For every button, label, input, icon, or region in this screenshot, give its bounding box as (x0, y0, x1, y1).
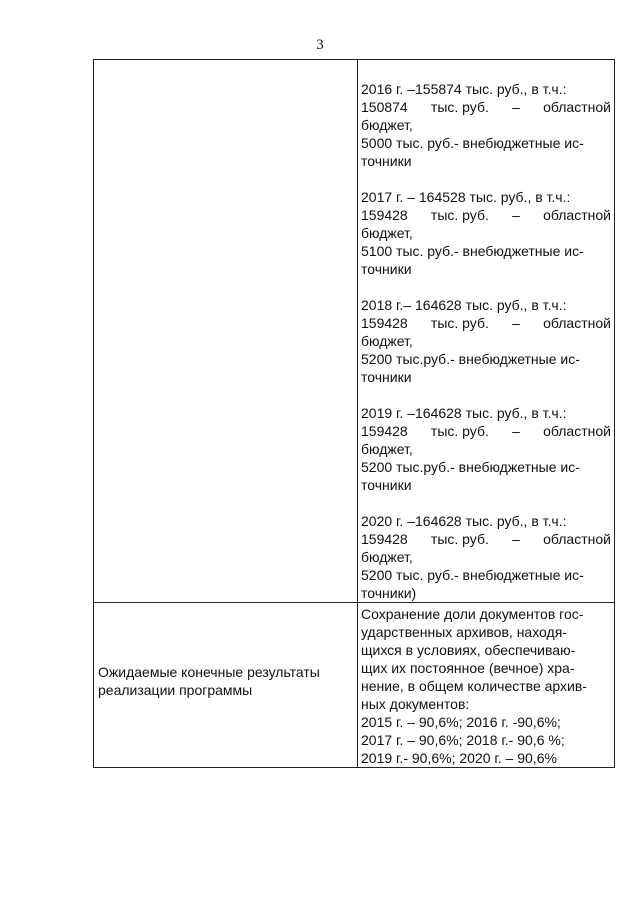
results-line: ных документов: (361, 696, 470, 712)
regional-amount: 159428 (361, 315, 408, 331)
extra-budget-end: точники (361, 477, 412, 493)
regional-amount: 159428 (361, 207, 408, 223)
page-number: 3 (316, 37, 324, 53)
extra-budget-line: 5200 тыс.руб.- внебюджетные ис- (361, 351, 580, 367)
funding-total: 2019 г. –164628 тыс. руб., в т.ч.: (361, 405, 567, 421)
results-line: нение, в общем количестве архив- (361, 678, 587, 694)
regional-amount: 159428 (361, 531, 408, 547)
results-line: Сохранение доли документов гос- (361, 606, 584, 622)
regional-amount: 159428 (361, 423, 408, 439)
funding-total: 2017 г. – 164528 тыс. руб., в т.ч.: (361, 189, 571, 205)
funding-regional-line (361, 530, 611, 548)
results-label-line: Ожидаемые конечные результаты (98, 664, 320, 680)
extra-budget-line: 5200 тыс.руб.- внебюджетные ис- (361, 459, 580, 475)
regional-dash: – (512, 423, 520, 439)
extra-budget-line: 5000 тыс. руб.- внебюджетные ис- (361, 135, 584, 151)
results-line: 2015 г. – 90,6%; 2016 г. -90,6%; (361, 714, 561, 730)
funding-year-block (358, 386, 614, 494)
regional-unit: тыс. руб. (430, 99, 489, 115)
funding-total: 2016 г. –155874 тыс. руб., в т.ч.: (361, 81, 567, 97)
funding-year-block (358, 60, 614, 170)
results-text (358, 603, 614, 767)
results-text-cell (358, 603, 615, 768)
regional-word: областной (543, 99, 611, 115)
results-line: щихся в условиях, обеспечиваю- (361, 642, 576, 658)
results-label-cell (94, 603, 358, 768)
regional-word: областной (543, 207, 611, 223)
funding-regional-line (361, 314, 611, 332)
regional-budget-end: бюджет, (361, 333, 413, 349)
funding-total: 2020 г. –164628 тыс. руб., в т.ч.: (361, 513, 567, 529)
regional-word: областной (543, 423, 611, 439)
results-label-line: реализации программы (98, 682, 253, 698)
regional-dash: – (512, 315, 520, 331)
regional-unit: тыс. руб. (430, 423, 489, 439)
funding-label-cell (94, 60, 358, 603)
regional-budget-end: бюджет, (361, 117, 413, 133)
funding-regional-line (361, 98, 611, 116)
regional-unit: тыс. руб. (430, 315, 489, 331)
funding-list (358, 60, 614, 602)
results-line: щих их постоянное (вечное) хра- (361, 660, 575, 676)
extra-budget-end: точники (361, 369, 412, 385)
regional-amount: 150874 (361, 99, 408, 115)
regional-budget-end: бюджет, (361, 225, 413, 241)
results-line: 2019 г.- 90,6%; 2020 г. – 90,6% (361, 750, 557, 766)
regional-unit: тыс. руб. (430, 531, 489, 547)
results-row (94, 603, 615, 768)
funding-details-cell (358, 60, 615, 603)
funding-row (94, 60, 615, 603)
funding-year-block (358, 494, 614, 602)
funding-year-block (358, 170, 614, 278)
regional-word: областной (543, 315, 611, 331)
regional-dash: – (512, 99, 520, 115)
regional-budget-end: бюджет, (361, 549, 413, 565)
funding-regional-line (361, 422, 611, 440)
funding-total: 2018 г.– 164628 тыс. руб., в т.ч.: (361, 297, 567, 313)
results-label (94, 603, 357, 759)
extra-budget-end: точники) (361, 585, 417, 601)
program-passport-table (93, 59, 615, 768)
extra-budget-end: точники (361, 153, 412, 169)
results-line: ударственных архивов, находя- (361, 624, 567, 640)
extra-budget-end: точники (361, 261, 412, 277)
extra-budget-line: 5100 тыс. руб.- внебюджетные ис- (361, 243, 584, 259)
regional-unit: тыс. руб. (430, 207, 489, 223)
funding-year-block (358, 278, 614, 386)
funding-regional-line (361, 206, 611, 224)
regional-word: областной (543, 531, 611, 547)
regional-dash: – (512, 531, 520, 547)
regional-dash: – (512, 207, 520, 223)
results-line: 2017 г. – 90,6%; 2018 г.- 90,6 %; (361, 732, 565, 748)
extra-budget-line: 5200 тыс. руб.- внебюджетные ис- (361, 567, 584, 583)
regional-budget-end: бюджет, (361, 441, 413, 457)
